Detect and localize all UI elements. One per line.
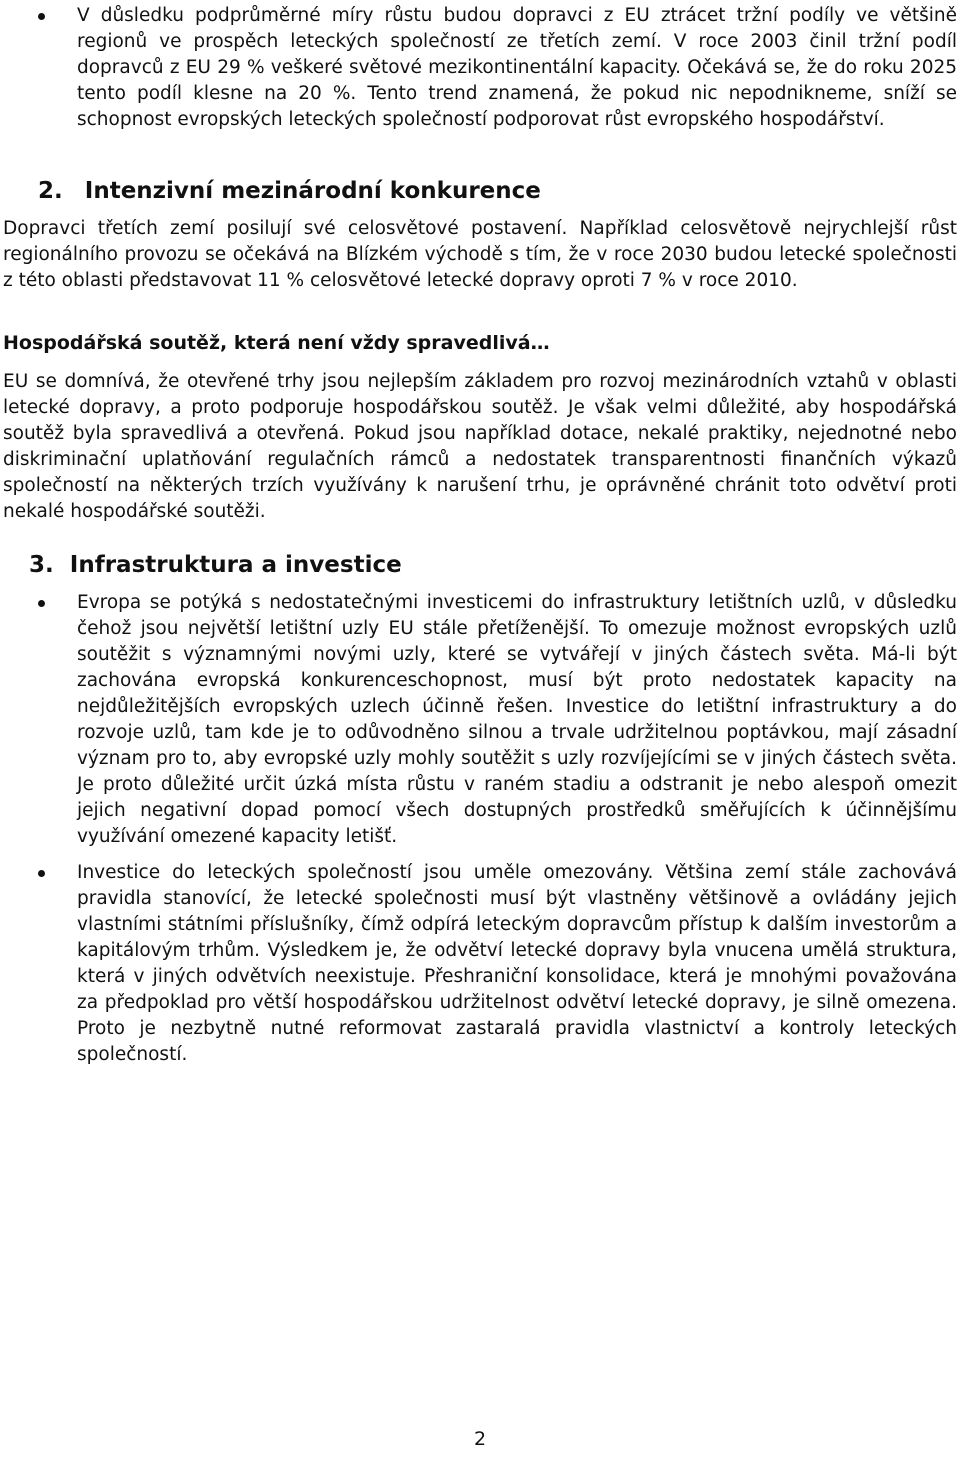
bullet-text: Investice do leteckých společností jsou uměle omezovány. Většina zemí stále zachovává pravidla stanovící, že letecké společnosti musí být vlastněny většinově a ovládány jejich vlastními státními příslušníky, čímž odpírá leteckým dopravcům přístup k dalším investorům a kapitálovým trhům. Výsledkem je, že odvětví letecké dopravy byla vnucena umělá struktura, která v jiných odvětvích neexistuje. Přeshraniční konsolidace, která je mnohými považována za předpoklad pro větší hospodářskou udržitelnost odvětví letecké dopravy, je silně omezena. Proto je nezbytně nutné reformovat zastaralá pravidla vlastnictví a kontroly leteckých společností. — [77, 862, 957, 1065]
paragraph: EU se domnívá, že otevřené trhy jsou nejlepším základem pro rozvoj mezinárodních vztahů v oblasti letecké dopravy, a proto podporuje hospodářskou soutěž. Je však velmi důležité, aby hospodářská soutěž byla spravedlivá a otevřená. Pokud jsou například dotace, nekalé praktiky, nejednotné nebo diskriminační uplatňování regulačních rámců a nedostatek transparentnosti finančních výkazů společností na některých trzích využívány k narušení trhu, je oprávněné chránit toto odvětví proti nekalé hospodářské soutěži. — [3, 371, 957, 522]
subsection-title: Hospodářská soutěž, která není vždy spravedlivá… — [3, 332, 550, 354]
bullet-text: Evropa se potýká s nedostatečnými investicemi do infrastruktury letištních uzlů, v důsledku čehož jsou největší letištní uzly EU stále přetíženější. To omezuje možnost evropských uzlů soutěžit s významnými novými uzly, které se vytvářejí v jiných částech světa. Má-li být zachována evropská konkurenceschopnost, musí být proto nedostatek kapacity na nejdůležitějších evropských uzlech účinně řešen. Investice do letištní infrastruktury a do rozvoje uzlů, tam kde je to odůvodněno silnou a trvale udržitelnou poptávkou, mají zásadní význam pro to, aby evropské uzly mohly soutěžit s uzly rozvíjejícími se v jiných částech světa. Je proto důležité určit úzká místa růstu v raném stadiu a odstranit je nebo alespoň omezit jejich negativní dopad pomocí všech dostupných prostředků směřujících k účinnějšímu využívání omezené kapacity letišť. — [77, 592, 957, 847]
bullet-list-top — [0, 3, 960, 133]
subsection-body — [0, 369, 960, 525]
list-item — [0, 3, 960, 133]
bullet-icon — [38, 870, 45, 877]
bullet-icon — [38, 600, 45, 607]
paragraph: Dopravci třetích zemí posilují své celosvětové postavení. Například celosvětově nejrychlejší růst regionálního provozu se očekává na Blízkém východě s tím, že v roce 2030 budou letecké společnosti z této oblasti představovat 11 % celosvětové letecké dopravy oproti 7 % v roce 2010. — [3, 218, 957, 291]
section-title: Infrastruktura a investice — [69, 552, 402, 578]
list-item — [0, 860, 960, 1068]
bullet-icon — [38, 13, 45, 20]
subsection-heading — [0, 330, 960, 356]
section-3-heading — [0, 550, 960, 580]
section-title: Intenzivní mezinárodní konkurence — [84, 178, 541, 204]
list-item — [0, 590, 960, 850]
section-number: 3. — [29, 552, 54, 578]
section-number: 2. — [38, 178, 63, 204]
section-2-heading — [0, 176, 960, 206]
bullet-text: V důsledku podprůměrné míry růstu budou dopravci z EU ztrácet tržní podíly ve většině regionů ve prospěch leteckých společností ze třetích zemí. V roce 2003 činil tržní podíl dopravců z EU 29 % veškeré světové mezikontinentální kapacity. Očekává se, že do roku 2025 tento podíl klesne na 20 %. Tento trend znamená, že pokud nic nepodnikneme, sníží se schopnost evropských leteckých společností podporovat růst evropského hospodářství. — [77, 5, 957, 130]
bullet-list-section-3 — [0, 590, 960, 1068]
section-2-body — [0, 216, 960, 294]
page-number: 2 — [473, 1428, 487, 1450]
